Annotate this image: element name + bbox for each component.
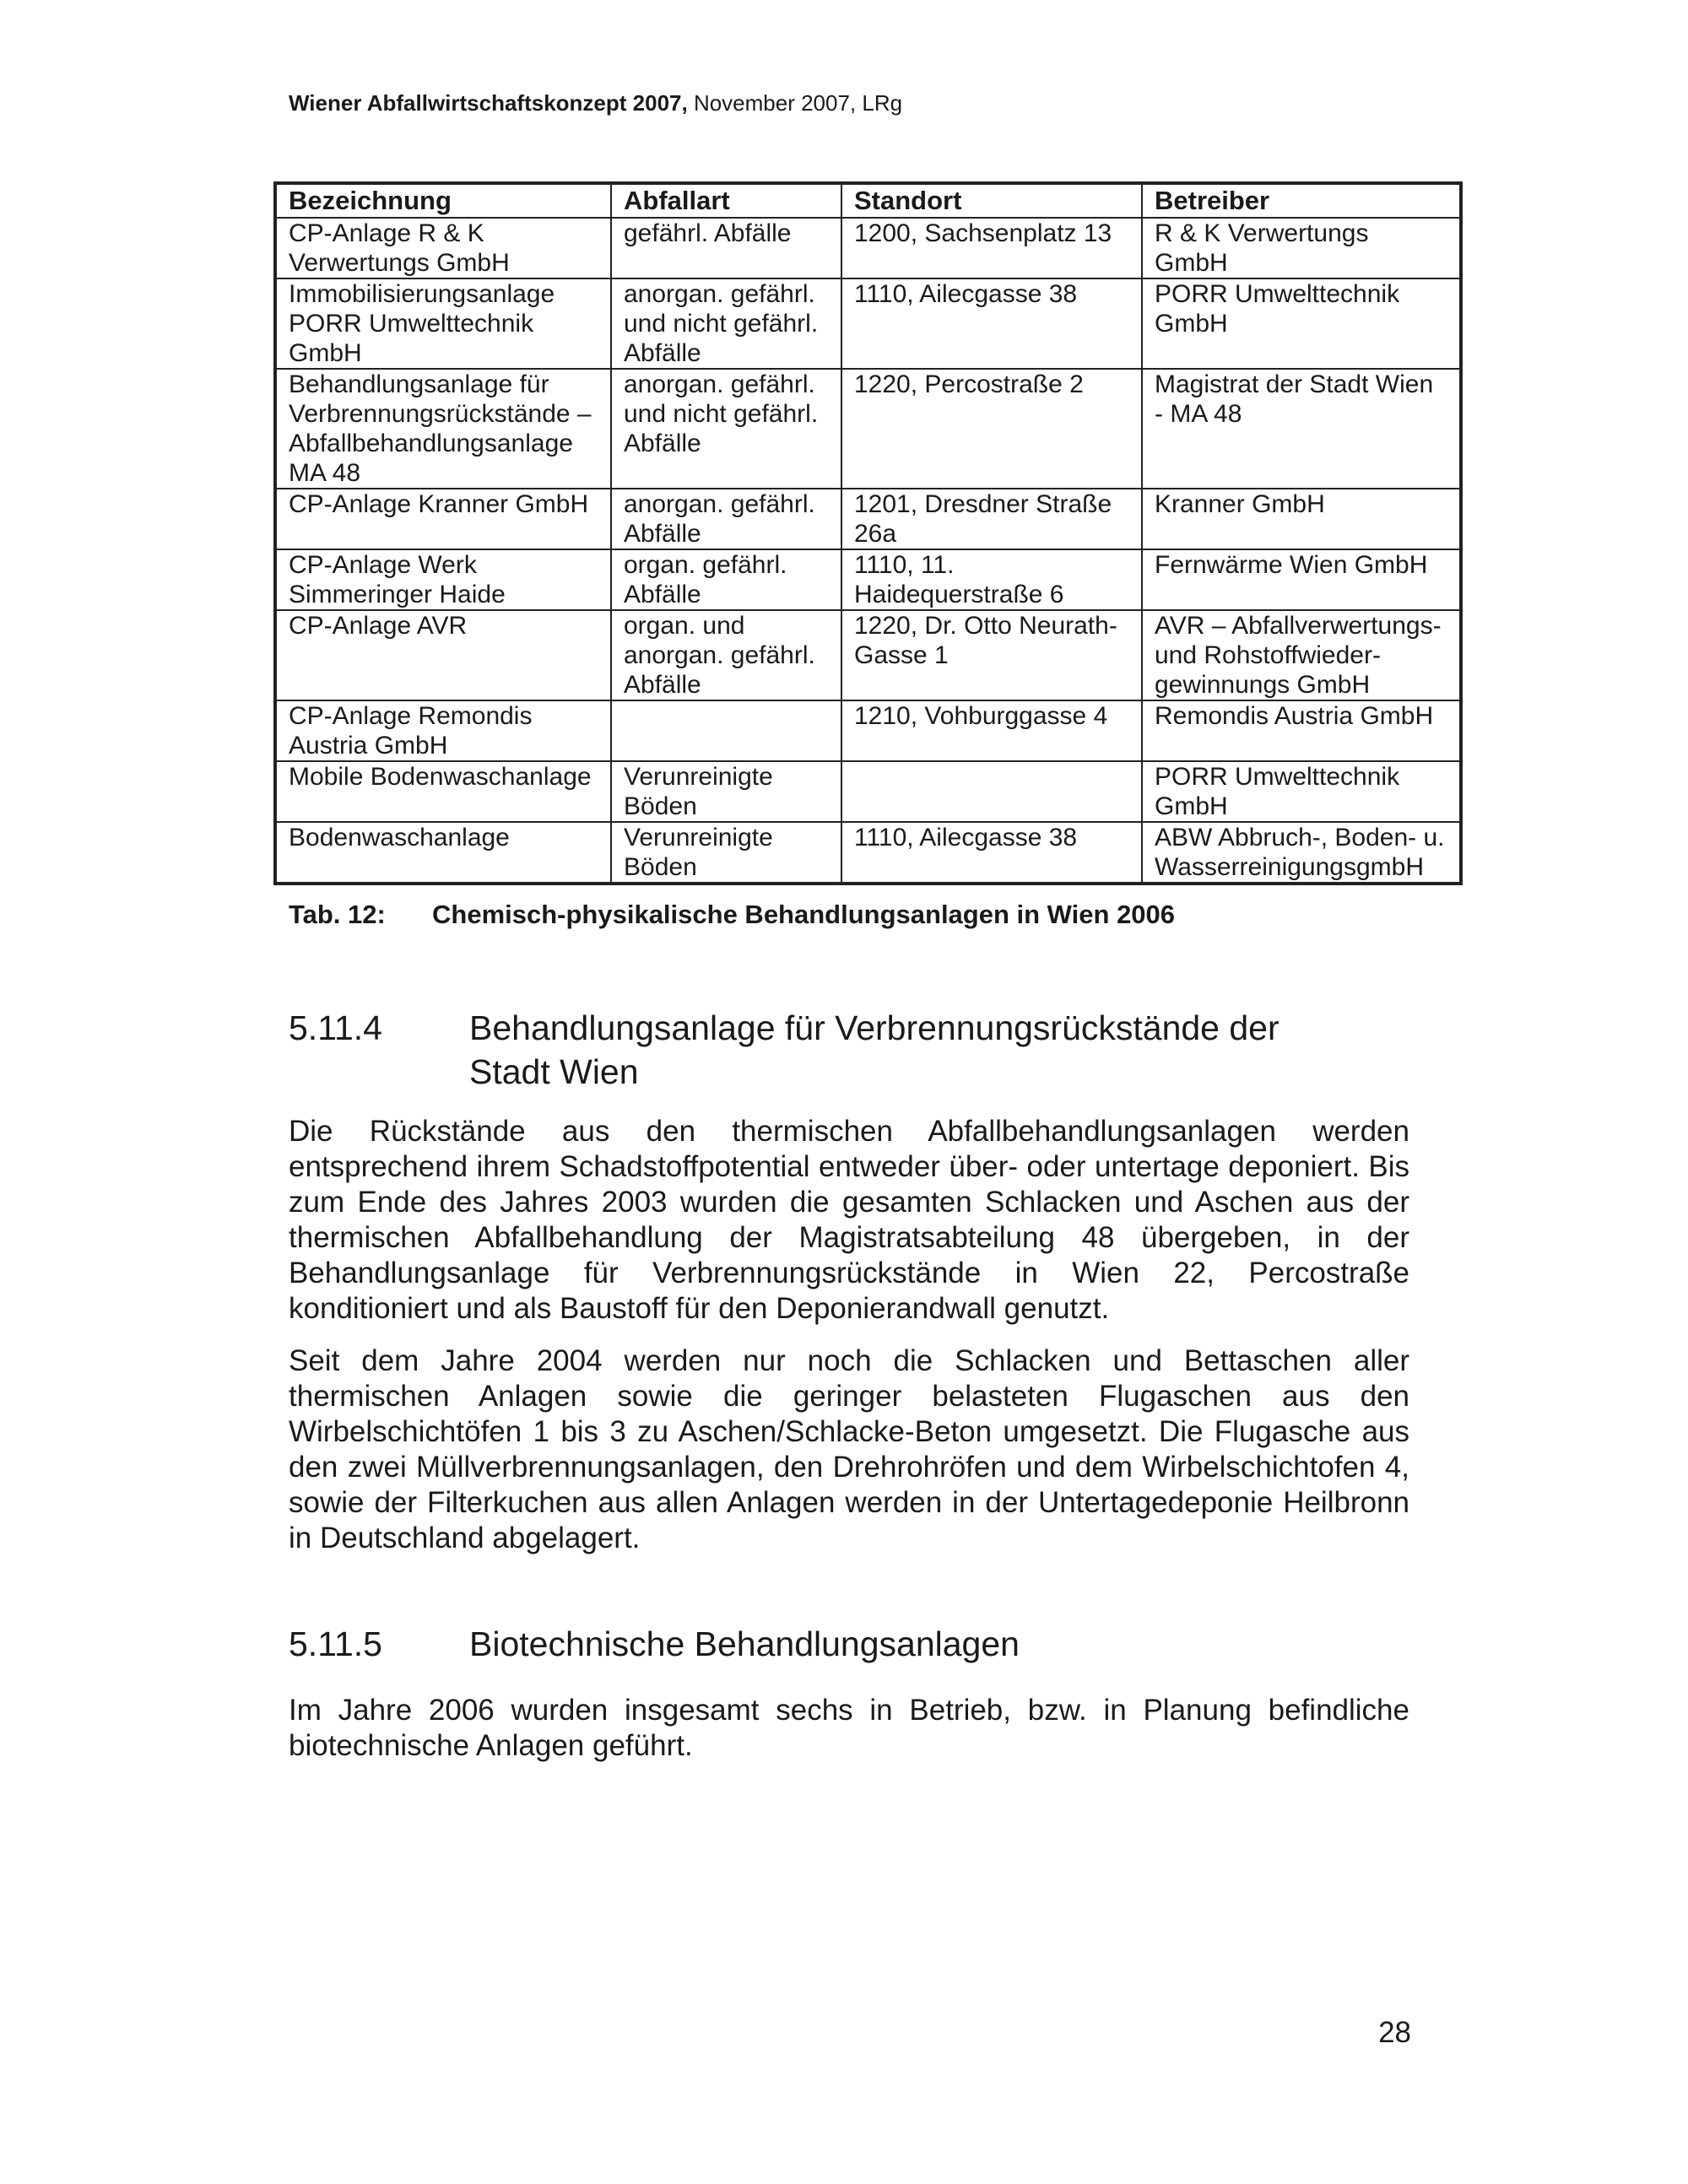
page-header [289, 89, 902, 117]
table-row [275, 489, 1461, 549]
cell-standort [841, 761, 1142, 822]
caption-text: Chemisch-physikalische Behandlungsanlagen in Wien 2006 [432, 900, 1176, 929]
cell-abfallart: Verunreinigte Böden [611, 822, 841, 884]
cell-bezeichnung: Mobile Bodenwaschanlage [275, 761, 611, 822]
cell-bezeichnung: Immobilisierungsanlage PORR Umwelttechnik GmbH [275, 278, 611, 369]
header-title: Wiener Abfallwirtschaftskonzept 2007, [289, 90, 688, 116]
cell-bezeichnung: CP-Anlage AVR [275, 610, 611, 700]
section-title: Behandlungsanlage für Verbrennungsrückstände der Stadt Wien [469, 1008, 1280, 1091]
cell-bezeichnung: CP-Anlage Kranner GmbH [275, 489, 611, 549]
cell-abfallart [611, 700, 841, 761]
table-row [275, 761, 1461, 822]
cell-bezeichnung: CP-Anlage Remondis Austria GmbH [275, 700, 611, 761]
cell-standort: 1110, 11. Haidequerstraße 6 [841, 549, 1142, 610]
cell-bezeichnung: Behandlungsanlage für Verbrennungsrückstände – Abfallbehandlungsanlage MA 48 [275, 369, 611, 489]
table-row [275, 700, 1461, 761]
page-number: 28 [1378, 2016, 1411, 2049]
cell-abfallart: organ. gefährl. Abfälle [611, 549, 841, 610]
cell-abfallart: anorgan. gefährl. Abfälle [611, 489, 841, 549]
paragraph: Im Jahre 2006 wurden insgesamt sechs in Betrieb, bzw. in Planung befindliche biotechnische Anlagen geführt. [289, 1694, 1409, 1762]
cell-bezeichnung: CP-Anlage Werk Simmeringer Haide [275, 549, 611, 610]
table-header-row [275, 183, 1461, 218]
cell-betreiber: R & K Verwertungs GmbH [1142, 218, 1461, 278]
cell-betreiber: AVR – Abfallverwertungs- und Rohstoffwieder- gewinnungs GmbH [1142, 610, 1461, 700]
table-row [275, 610, 1461, 700]
header-subtitle: November 2007, LRg [687, 90, 903, 116]
cell-abfallart: gefährl. Abfälle [611, 218, 841, 278]
column-header-betreiber: Betreiber [1142, 183, 1461, 218]
table-row [275, 549, 1461, 610]
paragraph: Die Rückstände aus den thermischen Abfallbehandlungsanlagen werden entsprechend ihrem Schadstoffpotential entweder über- oder untertage deponiert. Bis zum Ende des Jahres 2003 wurden die gesamten Schlacken und Aschen aus der thermischen Abfallbehandlung der Magistratsabteilung 48 übergeben, in der Behandlungsanlage für Verbrennungsrückstände in Wien 22, Percostraße konditioniert und als Baustoff für den Deponierandwall genutzt. [289, 1115, 1409, 1325]
caption-label: Tab. 12: [289, 900, 386, 929]
cell-betreiber: PORR Umwelttechnik GmbH [1142, 278, 1461, 369]
table-row [275, 278, 1461, 369]
section-number: 5.11.4 [289, 1008, 382, 1047]
cell-betreiber: Magistrat der Stadt Wien - MA 48 [1142, 369, 1461, 489]
column-header-bezeichnung: Bezeichnung [275, 183, 611, 218]
column-header-standort: Standort [841, 183, 1142, 218]
cell-abfallart: anorgan. gefährl. und nicht gefährl. Abfälle [611, 369, 841, 489]
cell-betreiber: Kranner GmbH [1142, 489, 1461, 549]
section-title: Biotechnische Behandlungsanlagen [469, 1624, 1020, 1663]
cell-standort: 1220, Percostraße 2 [841, 369, 1142, 489]
table-row [275, 369, 1461, 489]
cell-standort: 1210, Vohburggasse 4 [841, 700, 1142, 761]
column-header-abfallart: Abfallart [611, 183, 841, 218]
cell-standort: 1201, Dresdner Straße 26a [841, 489, 1142, 549]
table-caption [289, 898, 1175, 932]
cell-betreiber: Remondis Austria GmbH [1142, 700, 1461, 761]
cell-abfallart: anorgan. gefährl. und nicht gefährl. Abfälle [611, 278, 841, 369]
cell-standort: 1200, Sachsenplatz 13 [841, 218, 1142, 278]
cell-standort: 1220, Dr. Otto Neurath- Gasse 1 [841, 610, 1142, 700]
cell-abfallart: organ. und anorgan. gefährl. Abfälle [611, 610, 841, 700]
cell-betreiber: Fernwärme Wien GmbH [1142, 549, 1461, 610]
cell-betreiber: ABW Abbruch-, Boden- u. WasserreinigungsgmbH [1142, 822, 1461, 884]
cell-standort: 1110, Ailecgasse 38 [841, 278, 1142, 369]
cell-bezeichnung: Bodenwaschanlage [275, 822, 611, 884]
cell-bezeichnung: CP-Anlage R & K Verwertungs GmbH [275, 218, 611, 278]
cell-betreiber: PORR Umwelttechnik GmbH [1142, 761, 1461, 822]
table-row [275, 822, 1461, 884]
cell-standort: 1110, Ailecgasse 38 [841, 822, 1142, 884]
section-number: 5.11.5 [289, 1624, 382, 1663]
paragraph: Seit dem Jahre 2004 werden nur noch die Schlacken und Bettaschen aller thermischen Anlagen sowie die geringer belasteten Flugaschen aus den Wirbelschichtöfen 1 bis 3 zu Aschen/Schlacke-Beton umgesetzt. Die Flugasche aus den zwei Müllverbrennungsanlagen, den Drehrohröfen und dem Wirbelschichtofen 4, sowie der Filterkuchen aus allen Anlagen werden in der Untertagedeponie Heilbronn in Deutschland abgelagert. [289, 1344, 1409, 1554]
facilities-table [273, 181, 1463, 885]
cell-abfallart: Verunreinigte Böden [611, 761, 841, 822]
table-row [275, 218, 1461, 278]
